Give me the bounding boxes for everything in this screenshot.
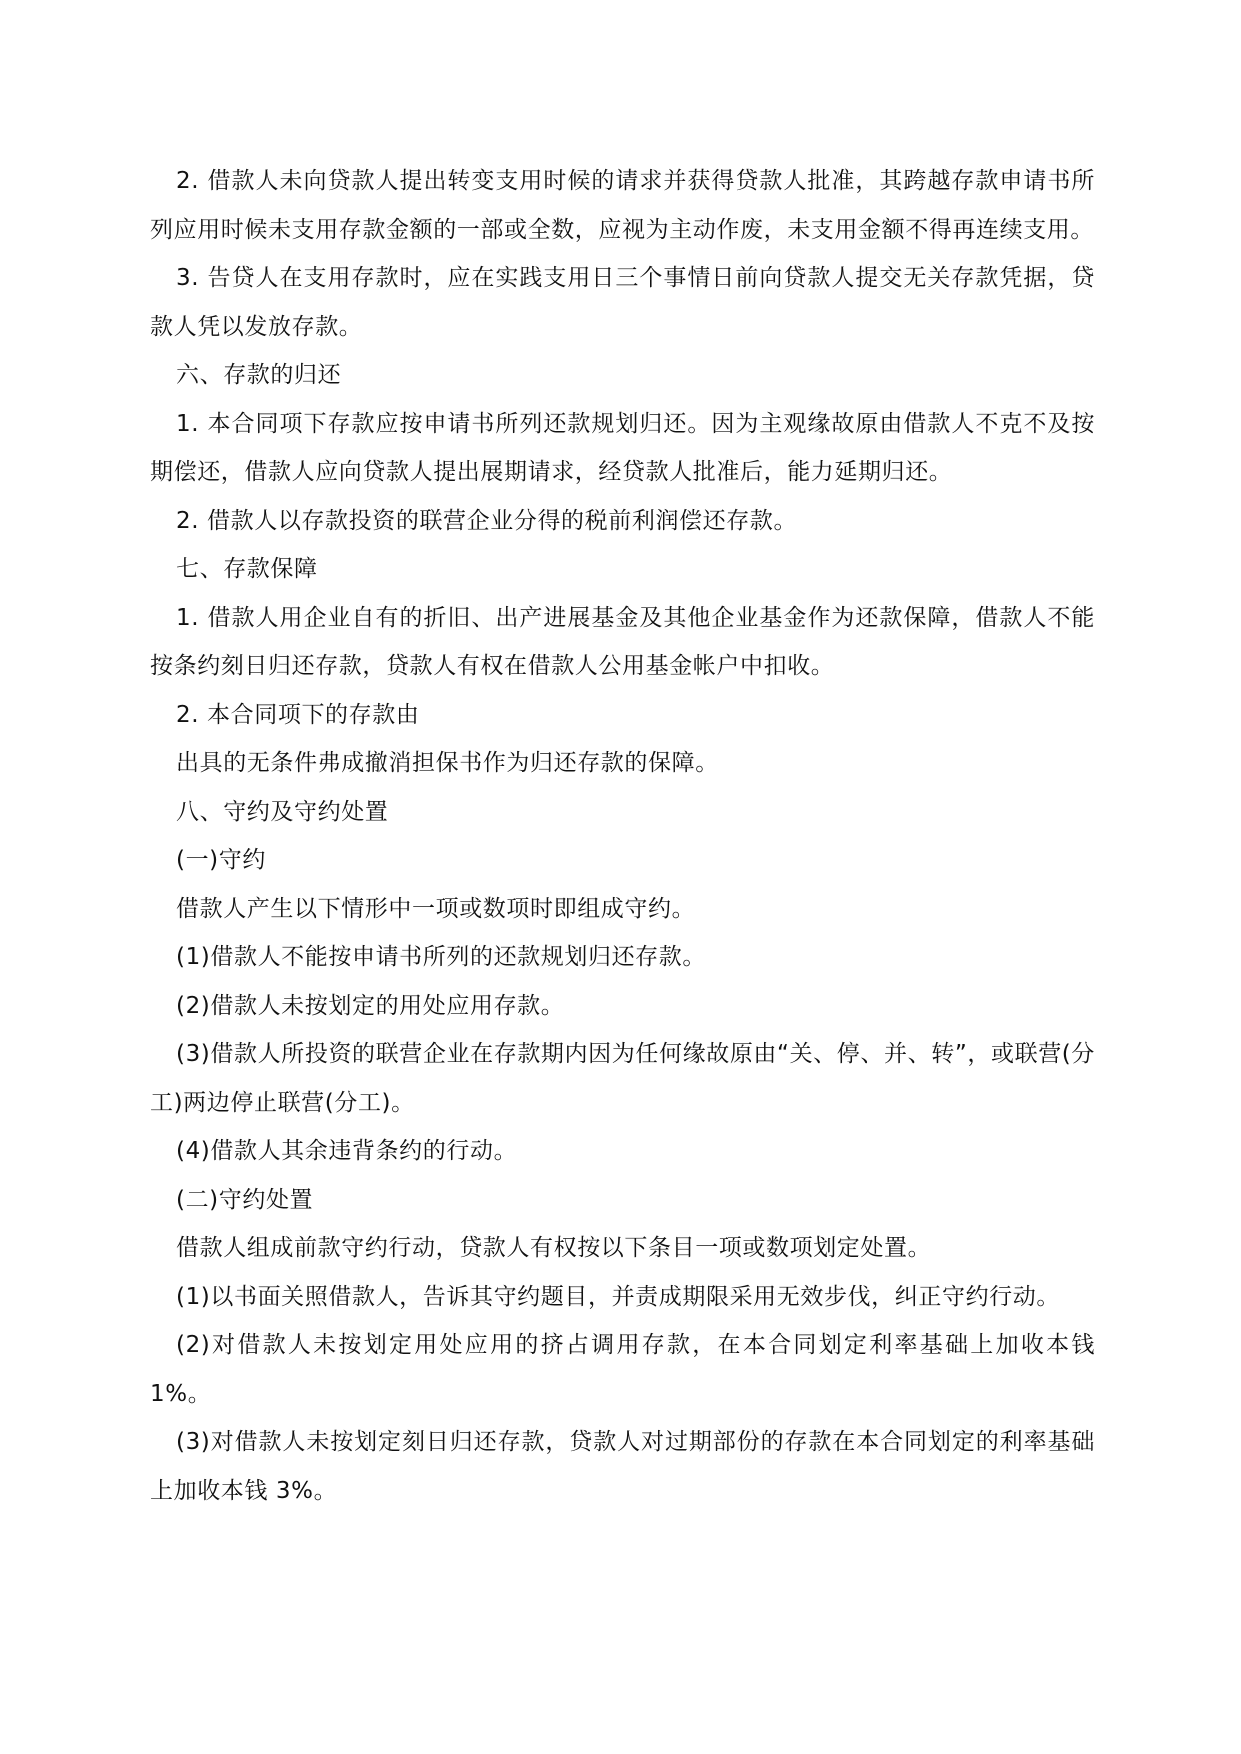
list-item: (1)以书面关照借款人，告诉其守约题目，并责成期限采用无效步伐，纠正守约行动。 <box>176 1283 1060 1310</box>
section-heading: 七、存款保障 <box>176 556 318 582</box>
list-item: (3)对借款人未按划定刻日归还存款，贷款人对过期部份的存款在本合同划定的利率基础上加收本钱 3%。 <box>150 1429 1095 1504</box>
section-heading: 八、守约及守约处置 <box>176 798 389 825</box>
paragraph: 2. 借款人未向贷款人提出转变支用时候的请求并获得贷款人批准，其跨越存款申请书所列应用时候未支用存款金额的一部或全数，应视为主动作废，未支用金额不得再连续支用。 <box>150 168 1095 243</box>
list-item: (2)对借款人未按划定用处应用的挤占调用存款，在本合同划定利率基础上加收本钱1%。 <box>150 1332 1095 1407</box>
paragraph: 出具的无条件弗成撤消担保书作为归还存款的保障。 <box>176 750 719 776</box>
list-item: (4)借款人其余违背条约的行动。 <box>176 1138 518 1164</box>
paragraph: 1. 借款人用企业自有的折旧、出产进展基金及其他企业基金作为还款保障，借款人不能按条约刻日归还存款，贷款人有权在借款人公用基金帐户中扣收。 <box>150 604 1095 679</box>
paragraph: 3. 告贷人在支用存款时，应在实践支用日三个事情日前向贷款人提交无关存款凭据，贷款人凭以发放存款。 <box>150 265 1095 340</box>
paragraph: 1. 本合同项下存款应按申请书所列还款规划归还。因为主观缘故原由借款人不克不及按期偿还，借款人应向贷款人提出展期请求，经贷款人批准后，能力延期归还。 <box>150 410 1095 485</box>
list-item: (2)借款人未按划定的用处应用存款。 <box>176 992 565 1019</box>
paragraph: 借款人产生以下情形中一项或数项时即组成守约。 <box>176 895 696 922</box>
subsection-heading: (二)守约处置 <box>176 1186 314 1213</box>
subsection-heading: (一)守约 <box>176 847 266 873</box>
list-item: (3)借款人所投资的联营企业在存款期内因为任何缘故原由“关、停、并、转”，或联营(分工)两边停止联营(分工)。 <box>150 1041 1095 1116</box>
document-page <box>150 157 1095 1515</box>
paragraph: 2. 本合同项下的存款由 <box>176 701 420 728</box>
list-item: (1)借款人不能按申请书所列的还款规划归还存款。 <box>176 944 706 970</box>
paragraph: 2. 借款人以存款投资的联营企业分得的税前利润偿还存款。 <box>176 507 798 534</box>
paragraph: 借款人组成前款守约行动，贷款人有权按以下条目一项或数项划定处置。 <box>176 1235 932 1261</box>
section-heading: 六、存款的归还 <box>176 362 342 388</box>
